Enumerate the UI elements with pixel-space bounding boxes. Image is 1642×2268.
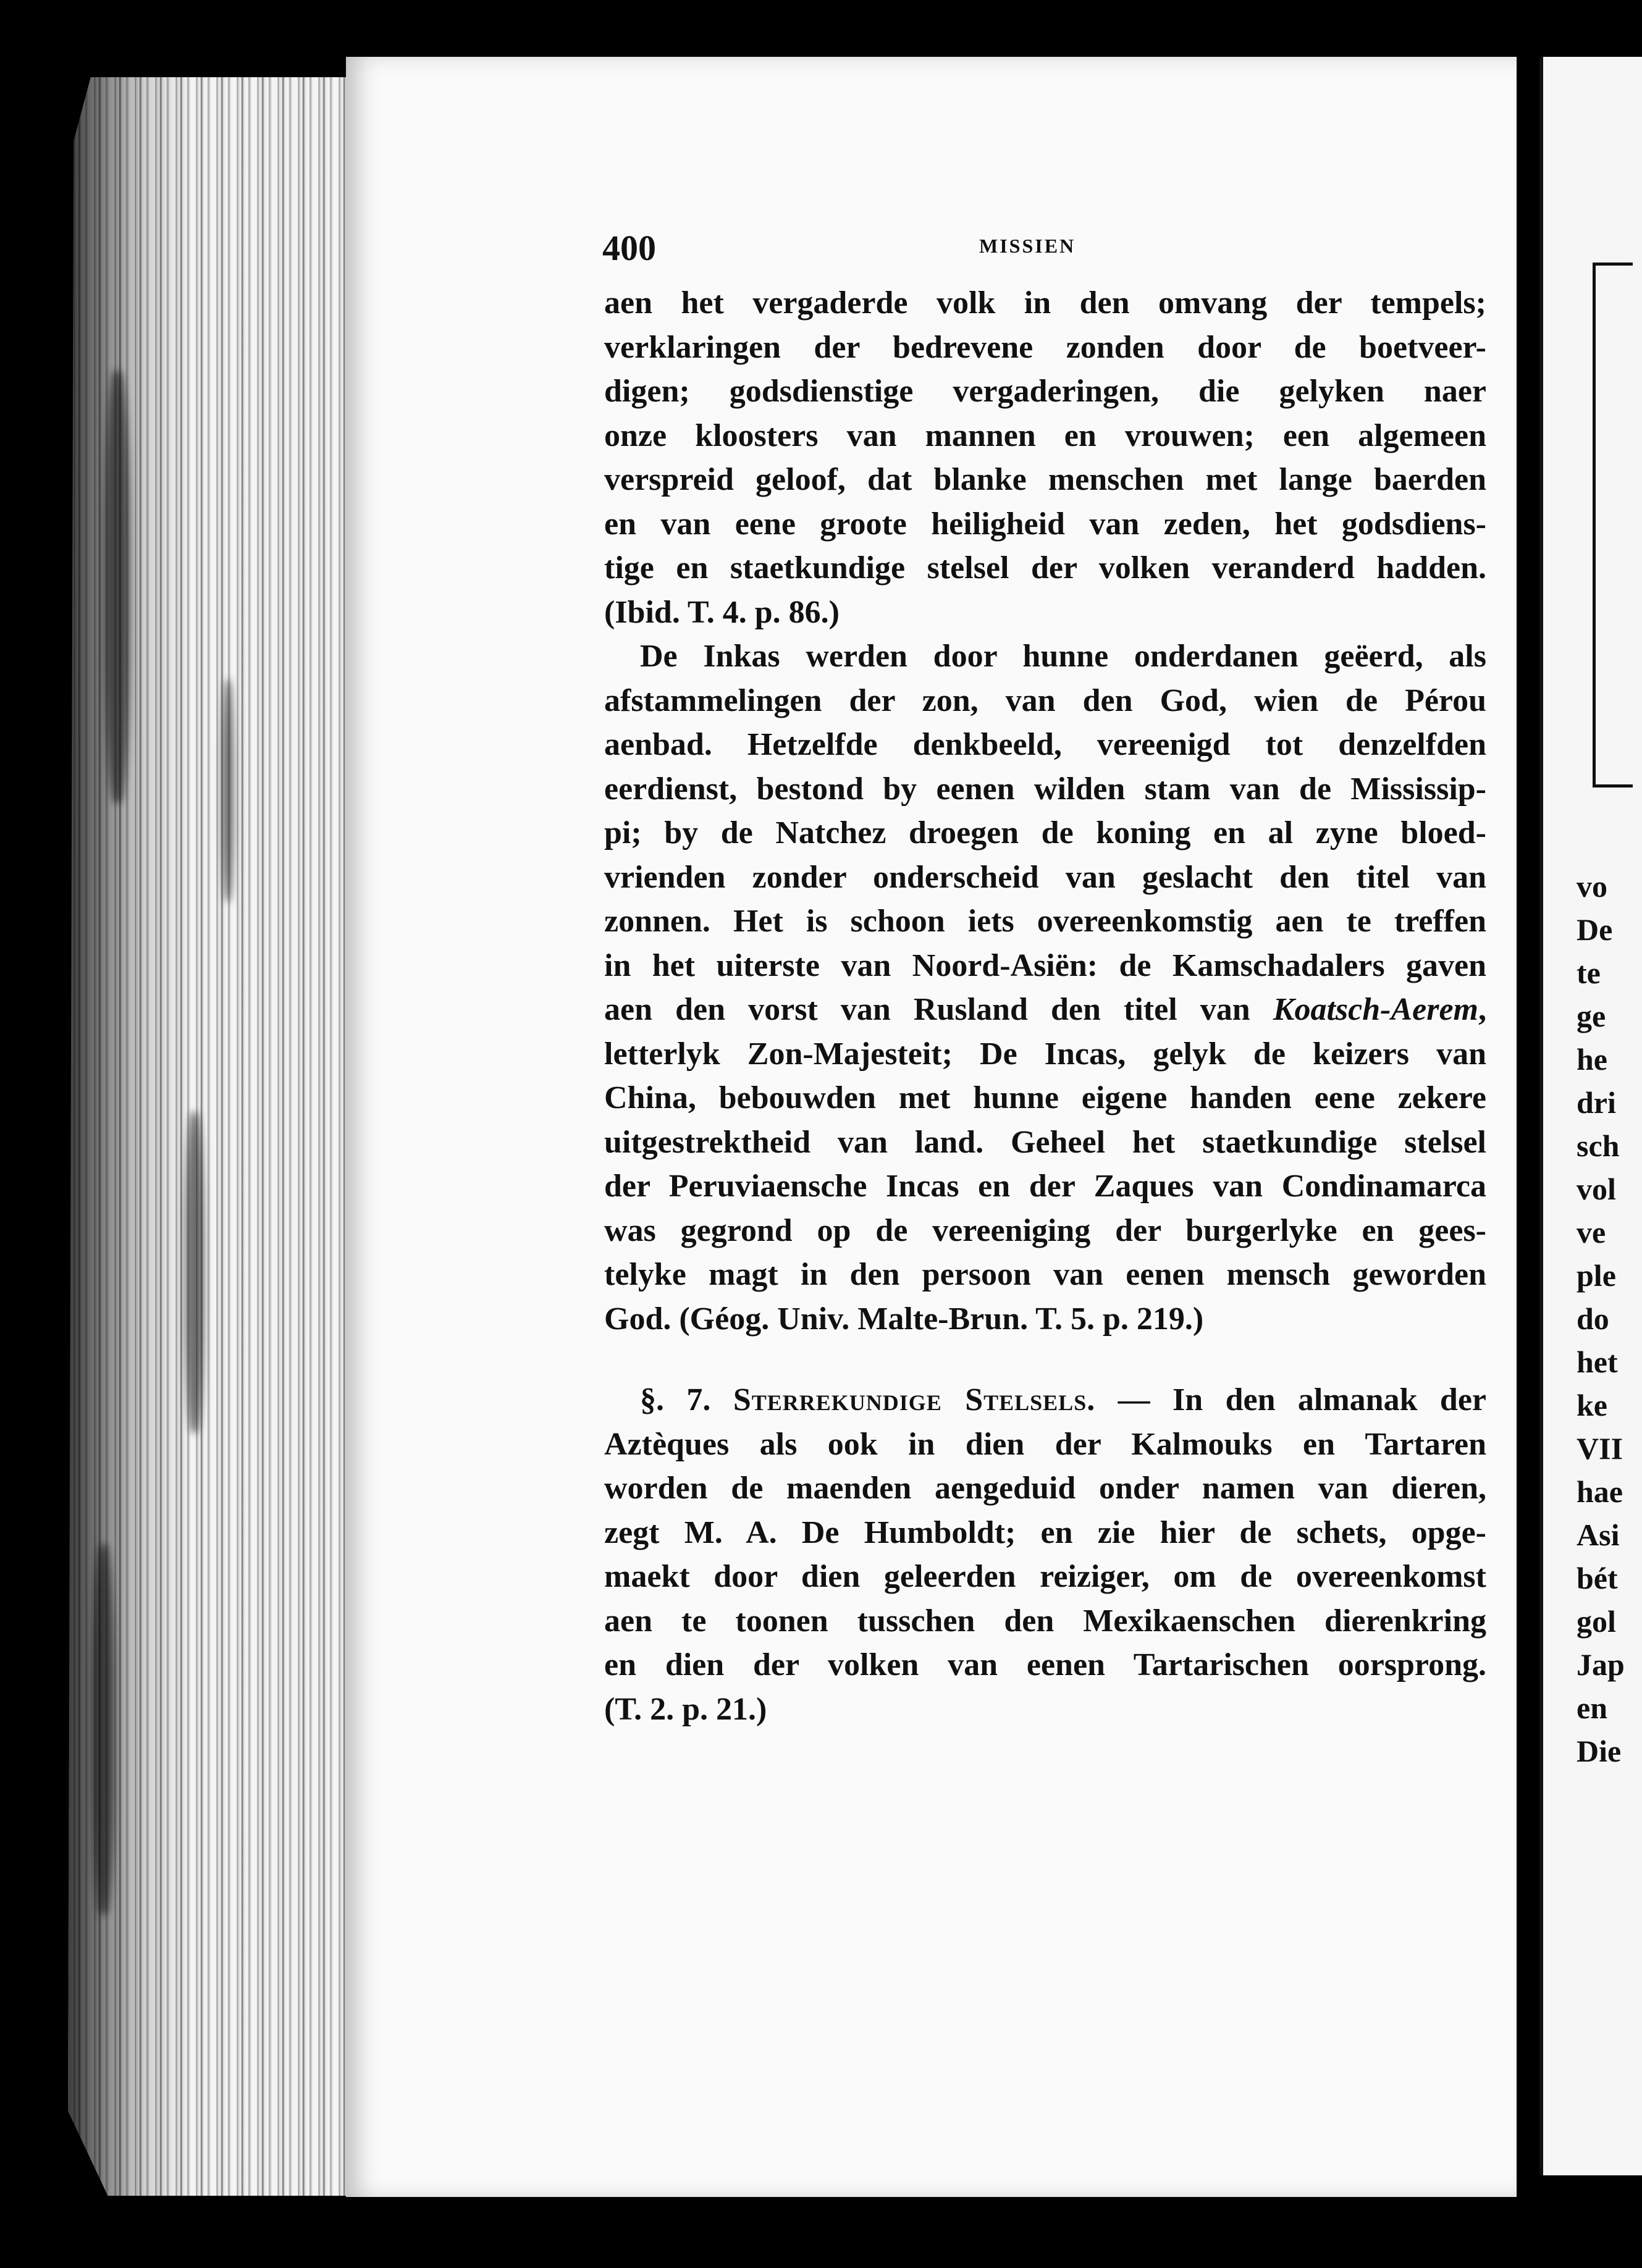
text-line: God. (Géog. Univ. Malte-Brun. T. 5. p. 219.)	[604, 1301, 1204, 1337]
running-head-title: MISSIEN	[979, 235, 1076, 257]
text-line: (T. 2. p. 21.)	[604, 1691, 767, 1727]
page-edge-stain	[185, 1112, 204, 1433]
facing-page-frame	[1593, 262, 1633, 788]
text-run: ,	[1478, 992, 1486, 1027]
section-spacer	[604, 1341, 1486, 1378]
italic-term: Koatsch-Aerem	[1273, 992, 1478, 1027]
text-line: letterlyk Zon-Majesteit; De Incas, gelyk de keizers van	[604, 1036, 1486, 1072]
facing-page-fragment: do	[1577, 1301, 1609, 1336]
text-line: in het uiterste van Noord-Asiën: de Kamschadalers gaven	[604, 947, 1486, 983]
text-line: en van eene groote heiligheid van zeden, het godsdiens-	[604, 506, 1486, 542]
text-line: tige en staetkundige stelsel der volken veranderd hadden.	[604, 550, 1486, 586]
text-line: pi; by de Natchez droegen de koning en al zyne bloed-	[604, 815, 1486, 850]
facing-page-fragment: ke	[1577, 1388, 1607, 1422]
facing-page-fragment: he	[1577, 1042, 1607, 1077]
text-line: onze kloosters van mannen en vrouwen; een algemeen	[604, 418, 1486, 453]
page-edge-stain	[93, 1544, 114, 1915]
text-line: maekt door dien geleerden reiziger, om de overeenkomst	[604, 1559, 1486, 1594]
text-line: en dien der volken van eenen Tartarischen oorsprong.	[604, 1647, 1486, 1682]
text-line: China, bebouwden met hunne eigene handen eene zekere	[604, 1080, 1486, 1115]
text-line-with-italic	[604, 988, 1486, 1032]
page-edge-stain	[222, 679, 234, 902]
facing-page-fragment: hae	[1577, 1474, 1623, 1509]
facing-page-fragment: Die	[1577, 1734, 1622, 1768]
text-line: was gegrond op de vereeniging der burgerlyke en gees-	[604, 1212, 1486, 1248]
running-head	[602, 227, 1492, 271]
facing-page-fragment: ge	[1577, 999, 1606, 1033]
text-line: aen te toonen tusschen den Mexikaenschen dierenkring	[604, 1603, 1486, 1639]
facing-page-fragment: Jap	[1577, 1647, 1625, 1682]
facing-page-fragment: ve	[1577, 1215, 1606, 1250]
facing-page-fragment: vol	[1577, 1172, 1616, 1206]
section-heading-line	[604, 1378, 1486, 1422]
facing-page-fragment: bét	[1577, 1561, 1618, 1595]
facing-page-fragment: te	[1577, 956, 1601, 990]
section-number: §. 7.	[640, 1382, 711, 1418]
facing-page-fragment: het	[1577, 1345, 1618, 1379]
text-line: worden de maenden aengeduid onder namen van dieren,	[604, 1471, 1486, 1506]
text-line: eerdienst, bestond by eenen wilden stam van de Mississip-	[604, 771, 1486, 807]
text-run: In den almanak der	[1173, 1382, 1487, 1418]
facing-page-fragment: en	[1577, 1690, 1607, 1725]
text-line: der Peruviaensche Incas en der Zaques van Condinamarca	[604, 1169, 1486, 1204]
text-line: aenbad. Hetzelfde denkbeeld, vereenigd tot denzelfden	[604, 727, 1486, 762]
text-line: telyke magt in den persoon van eenen mensch geworden	[604, 1257, 1486, 1292]
em-dash: —	[1118, 1382, 1150, 1418]
page-number: 400	[602, 228, 656, 268]
page-stack-shadow	[68, 77, 192, 2196]
text-line: uitgestrektheid van land. Geheel het staetkundige stelsel	[604, 1124, 1486, 1160]
facing-page-fragment: vo	[1577, 869, 1607, 904]
text-line: verspreid geloof, dat blanke menschen met lange baerden	[604, 462, 1486, 497]
facing-page-fragment: dri	[1577, 1085, 1616, 1120]
paragraph-2	[604, 634, 1486, 1341]
text-line: verklaringen der bedrevene zonden door de boetveer-	[604, 329, 1486, 365]
facing-page-fragment: sch	[1577, 1128, 1620, 1163]
page-edge-stain	[105, 371, 130, 803]
text-line: De Inkas werden door hunne onderdanen geëerd, als	[640, 639, 1486, 674]
text-line: afstammelingen der zon, van den God, wien de Pérou	[604, 682, 1486, 718]
facing-page-fragment: Asi	[1577, 1518, 1620, 1552]
text-run: aen den vorst van Rusland den titel van	[604, 992, 1273, 1027]
text-line: digen; godsdienstige vergaderingen, die gelyken naer	[604, 374, 1486, 409]
text-line: Aztèques als ook in dien der Kalmouks en Tartaren	[604, 1426, 1486, 1462]
facing-page-fragment: gol	[1577, 1604, 1616, 1639]
paragraph-1	[604, 281, 1486, 634]
facing-page-fragment: VII	[1577, 1431, 1623, 1466]
text-line: zonnen. Het is schoon iets overeenkomstig aen te treffen	[604, 904, 1486, 939]
facing-page-fragment: ple	[1577, 1258, 1616, 1293]
facing-page-fragment: De	[1577, 912, 1613, 947]
text-line: zegt M. A. De Humboldt; en zie hier de schets, opge-	[604, 1514, 1486, 1550]
section-heading: Sterrekundige Stelsels.	[733, 1382, 1096, 1418]
section-7	[604, 1378, 1486, 1731]
text-line: (Ibid. T. 4. p. 86.)	[604, 594, 840, 630]
text-line: vrienden zonder onderscheid van geslacht den titel van	[604, 859, 1486, 895]
body-text	[604, 281, 1486, 1731]
text-line: aen het vergaderde volk in den omvang der tempels;	[604, 285, 1486, 321]
